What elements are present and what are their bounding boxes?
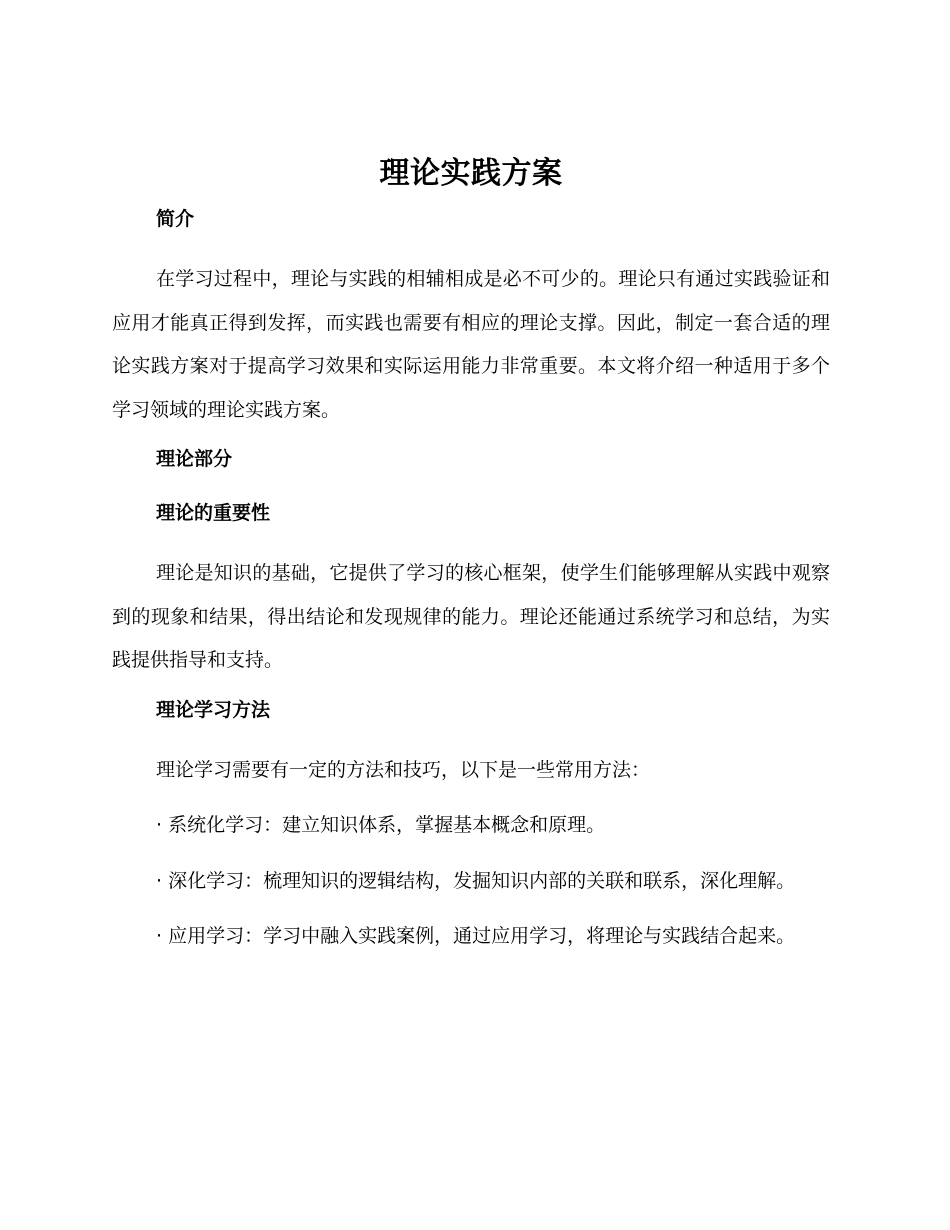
method-intro-paragraph: 理论学习需要有一定的方法和技巧，以下是一些常用方法： — [156, 758, 651, 781]
intro-heading: 简介 — [156, 208, 195, 230]
document-body — [112, 148, 830, 971]
importance-heading: 理论的重要性 — [156, 502, 271, 524]
method-list-item: · 深化学习：梳理知识的逻辑结构，发掘知识内部的关联和联系，深化理解。 — [156, 869, 796, 892]
intro-paragraph: 在学习过程中，理论与实践的相辅相成是必不可少的。理论只有通过实践验证和应用才能真正得到发挥，而实践也需要有相应的理论支撑。因此，制定一套合适的理论实践方案对于提高学习效果和实际运用能力非常重要。本文将介绍一种适用于多个学习领域的理论实践方案。 — [112, 268, 830, 421]
document-title: 理论实践方案 — [379, 156, 563, 191]
method-list-item: · 应用学习：学习中融入实践案例，通过应用学习，将理论与实践结合起来。 — [156, 925, 796, 947]
theory-section-heading: 理论部分 — [156, 448, 233, 470]
method-heading: 理论学习方法 — [156, 698, 271, 721]
importance-paragraph: 理论是知识的基础，它提供了学习的核心框架，使学生们能够理解从实践中观察到的现象和结果，得出结论和发现规律的能力。理论还能通过系统学习和总结，为实践提供指导和支持。 — [112, 562, 830, 671]
method-list-item: · 系统化学习：建立知识体系，掌握基本概念和原理。 — [156, 814, 606, 836]
